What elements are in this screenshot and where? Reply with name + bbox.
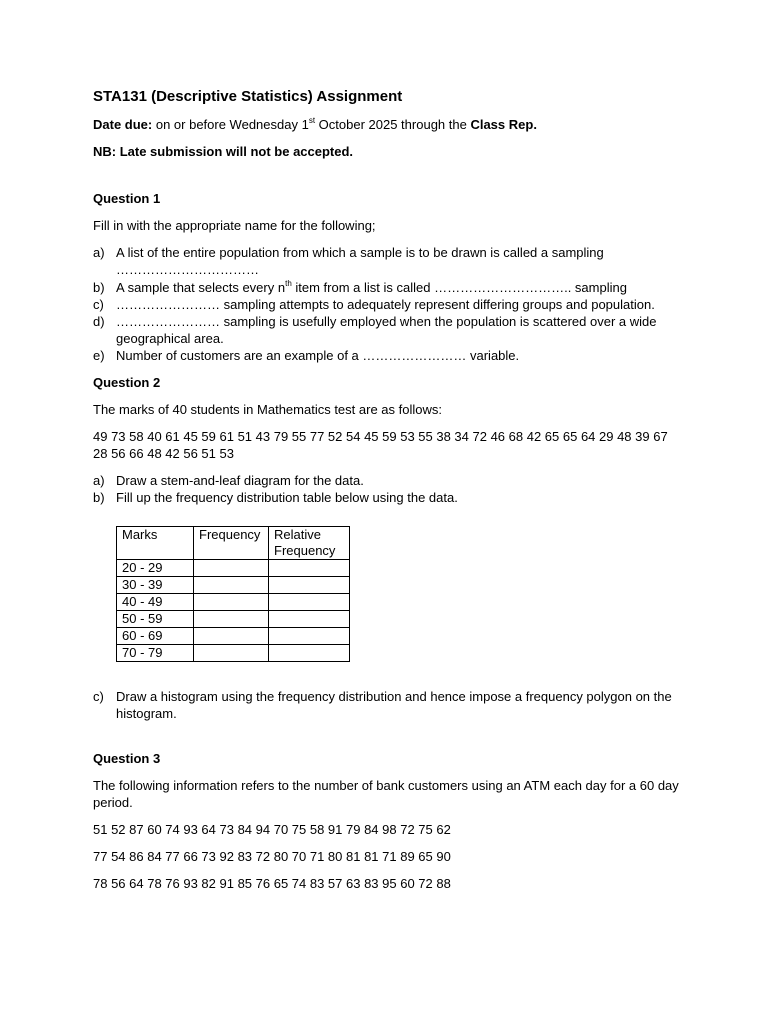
list-item (93, 313, 683, 347)
item-text: A list of the entire population from which a sample is to be drawn is called a sampling …………………………… (116, 245, 604, 277)
atm-data-line-3: 78 56 64 78 76 93 82 91 85 76 65 74 83 57 63 83 95 60 72 88 (93, 876, 451, 891)
table-header-row (117, 527, 350, 560)
question-2-item-c (93, 688, 683, 722)
relative-frequency-cell[interactable] (269, 594, 350, 611)
item-label: e) (93, 348, 105, 363)
table-row (117, 611, 350, 628)
column-header-relative-frequency: Relative Frequency (269, 527, 350, 560)
nb-note: NB: Late submission will not be accepted. (93, 144, 354, 159)
date-due-sup: st (308, 115, 316, 125)
column-header-frequency: Frequency (194, 527, 269, 560)
item-text: Fill up the frequency distribution table below using the data. (116, 490, 458, 505)
frequency-cell[interactable] (194, 577, 269, 594)
question-2-heading: Question 2 (93, 375, 161, 390)
marks-cell: 20 - 29 (117, 560, 194, 577)
table-row (117, 560, 350, 577)
relative-frequency-cell[interactable] (269, 611, 350, 628)
relative-frequency-cell[interactable] (269, 560, 350, 577)
marks-cell: 60 - 69 (117, 628, 194, 645)
list-item (93, 347, 683, 364)
relative-frequency-cell[interactable] (269, 645, 350, 662)
list-item (93, 296, 683, 313)
item-text: …………………… sampling is usefully employed when the population is scattered over a wide geographical area. (116, 314, 657, 346)
item-text-before: A sample that selects every n (116, 280, 286, 295)
atm-data-line-2: 77 54 86 84 77 66 73 92 83 72 80 70 71 80 81 81 71 89 65 90 (93, 849, 451, 864)
relative-frequency-cell[interactable] (269, 577, 350, 594)
table-row (117, 645, 350, 662)
item-label: b) (93, 280, 105, 295)
marks-cell: 50 - 59 (117, 611, 194, 628)
list-item (93, 472, 683, 489)
item-text-after: item from a list is called ………………………….. sampling (291, 280, 627, 295)
question-2-items (93, 472, 683, 506)
marks-cell: 70 - 79 (117, 645, 194, 662)
frequency-cell[interactable] (194, 645, 269, 662)
list-item (93, 244, 683, 278)
item-text: Draw a histogram using the frequency distribution and hence impose a frequency polygon on the histogram. (116, 689, 672, 721)
item-text: …………………… sampling attempts to adequately represent differing groups and population. (116, 297, 655, 312)
question-1-intro: Fill in with the appropriate name for the following; (93, 218, 376, 233)
assignment-page (93, 86, 683, 902)
frequency-cell[interactable] (194, 594, 269, 611)
frequency-table (116, 526, 350, 662)
question-3-intro: The following information refers to the number of bank customers using an ATM each day for a 60 day period. (93, 778, 679, 810)
date-due-text-2: October 2025 through the (315, 117, 471, 132)
item-label: b) (93, 490, 105, 505)
question-2-intro: The marks of 40 students in Mathematics test are as follows: (93, 402, 442, 417)
item-text: Number of customers are an example of a …………………… variable. (116, 348, 520, 363)
item-label: c) (93, 297, 104, 312)
item-text: Draw a stem-and-leaf diagram for the data. (116, 473, 364, 488)
marks-cell: 30 - 39 (117, 577, 194, 594)
list-item (93, 489, 683, 506)
date-due-label: Date due: (93, 117, 153, 132)
question-3-heading: Question 3 (93, 751, 161, 766)
list-item (93, 279, 683, 296)
frequency-cell[interactable] (194, 628, 269, 645)
question-1-heading: Question 1 (93, 191, 161, 206)
column-header-marks: Marks (117, 527, 194, 560)
item-sup: th (285, 278, 292, 288)
frequency-cell[interactable] (194, 611, 269, 628)
date-due-text-1: on or before Wednesday 1 (152, 117, 309, 132)
item-label: a) (93, 245, 105, 260)
relative-frequency-cell[interactable] (269, 628, 350, 645)
item-label: a) (93, 473, 105, 488)
date-due (93, 116, 683, 133)
question-1-items (93, 244, 683, 364)
table-row (117, 577, 350, 594)
item-label: c) (93, 689, 104, 704)
list-item (93, 688, 683, 722)
marks-data: 49 73 58 40 61 45 59 61 51 43 79 55 77 52 54 45 59 53 55 38 34 72 46 68 42 65 65 64 29 48 39 67 28 56 66 48 42 56 51 53 (93, 429, 668, 461)
item-label: d) (93, 314, 105, 329)
table-row (117, 594, 350, 611)
marks-cell: 40 - 49 (117, 594, 194, 611)
atm-data-line-1: 51 52 87 60 74 93 64 73 84 94 70 75 58 91 79 84 98 72 75 62 (93, 822, 451, 837)
date-due-target: Class Rep. (470, 117, 537, 132)
page-title: STA131 (Descriptive Statistics) Assignment (93, 88, 403, 105)
table-row (117, 628, 350, 645)
frequency-cell[interactable] (194, 560, 269, 577)
